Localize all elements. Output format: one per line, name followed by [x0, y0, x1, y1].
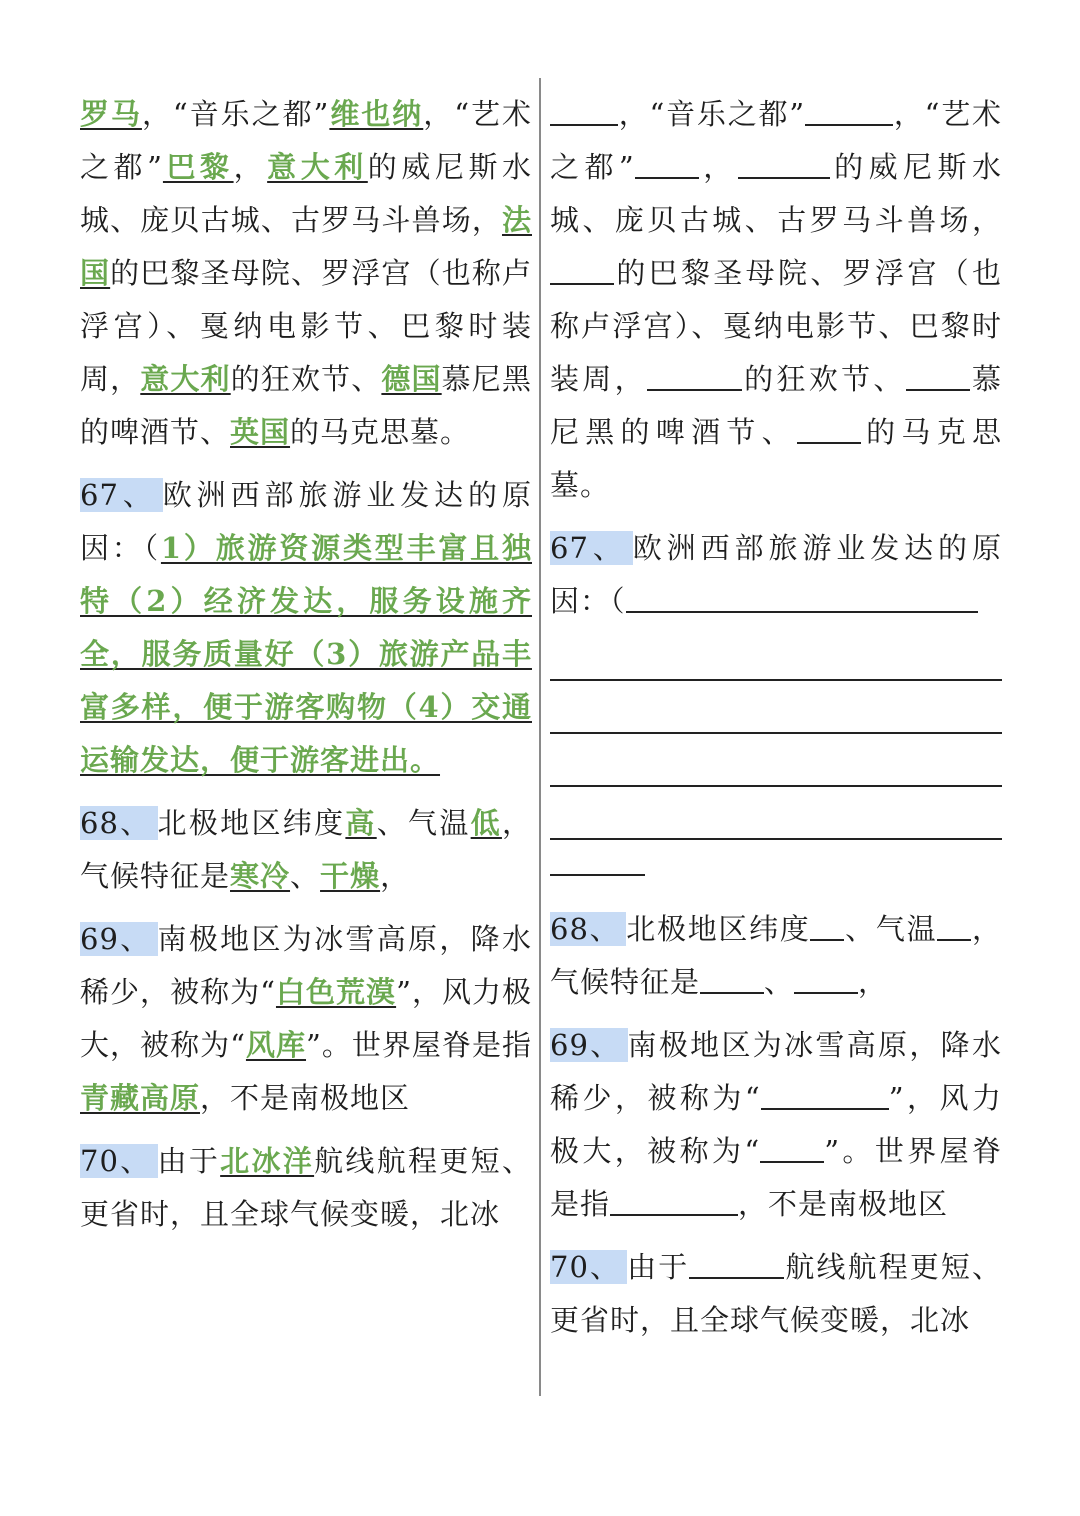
- question-70: 70、 由于北冰洋航线航程更短、更省时，且全球气候变暖，北冰: [80, 1144, 532, 1231]
- answer-text: 寒冷: [230, 859, 291, 893]
- answer-line[interactable]: [550, 734, 1002, 787]
- answer-blank[interactable]: [738, 147, 830, 179]
- answer-blank[interactable]: [550, 94, 618, 126]
- answer-text: 低: [470, 806, 502, 840]
- answer-blank[interactable]: [700, 962, 764, 994]
- answer-blank[interactable]: [810, 909, 844, 941]
- answer-blank[interactable]: [797, 412, 861, 444]
- answer-line[interactable]: [550, 628, 1002, 681]
- answer-text: 英国: [230, 415, 291, 449]
- answer-blank[interactable]: [794, 962, 858, 994]
- answer-text: 罗马: [80, 97, 142, 131]
- answer-blank[interactable]: [610, 1184, 738, 1216]
- question-69: 69、 南极地区为冰雪高原，降水稀少，被称为“ ”，风力极大，被称为“ ”。世界屋脊是指 ，不是南极地区: [550, 1028, 1003, 1221]
- question-number: 69、: [80, 922, 158, 956]
- question-number: 68、: [80, 806, 158, 840]
- answer-blank[interactable]: [760, 1131, 824, 1163]
- question-67: 67、 欧洲西部旅游业发达的原因：（1）旅游资源类型丰富且独特（2）经济发达，服务设施齐全，服务质量好（3）旅游产品丰富多样，便于游客购物（4）交通运输发达，便于游客进出。: [80, 478, 532, 777]
- answer-line[interactable]: [550, 681, 1002, 734]
- question-number: 70、: [550, 1250, 627, 1284]
- tourism-landmarks-paragraph: 罗马，“音乐之都”维也纳，“艺术之都”巴黎，意大利的威尼斯水城、庞贝古城、古罗马斗兽场，法国的巴黎圣母院、罗浮宫（也称卢浮宫）、戛纳电影节、巴黎时装周，意大利的狂欢节、德国慕尼黑的啤酒节、英国的马克思墓。: [80, 97, 532, 449]
- column-divider: [539, 78, 541, 1396]
- question-67: 67、 欧洲西部旅游业发达的原因：（: [550, 531, 1002, 618]
- question-69: 69、 南极地区为冰雪高原，降水稀少，被称为“白色荒漠”，风力极大，被称为“风库”。世界屋脊是指青藏高原，不是南极地区: [80, 922, 533, 1115]
- answer-text: 意大利: [140, 362, 231, 396]
- answer-column: [80, 88, 532, 1241]
- answer-text: 法国: [80, 203, 532, 290]
- question-number: 69、: [550, 1028, 628, 1062]
- answer-blank[interactable]: [761, 1078, 889, 1110]
- answer-blank[interactable]: [689, 1247, 784, 1279]
- answer-blank[interactable]: [647, 359, 742, 391]
- answer-blank[interactable]: [906, 359, 970, 391]
- answer-blank[interactable]: [635, 147, 699, 179]
- answer-blank[interactable]: [937, 909, 971, 941]
- answer-text: 高: [345, 806, 377, 840]
- answer-text: 维也纳: [329, 97, 424, 131]
- answer-line[interactable]: [550, 787, 1002, 840]
- question-68: 68、 北极地区纬度高、气温低，气候特征是寒冷、干燥，: [80, 806, 532, 893]
- answer-text: 巴黎: [162, 150, 234, 184]
- answer-text: 意大利: [267, 150, 368, 184]
- answer-blank[interactable]: [805, 94, 893, 126]
- question-number: 67、: [550, 531, 633, 565]
- answer-blank[interactable]: [626, 581, 978, 613]
- question-number: 70、: [80, 1144, 158, 1178]
- tourism-landmarks-paragraph: ，“音乐之都” ，“艺术之都” ， 的威尼斯水城、庞贝古城、古罗马斗兽场，的巴黎圣母院、罗浮宫（也称卢浮宫）、戛纳电影节、巴黎时装周， 的狂欢节、 慕尼黑的啤酒节、 的马克思墓。: [550, 88, 1002, 512]
- answer-text: 1）旅游资源类型丰富且独特（2）经济发达，服务设施齐全，服务质量好（3）旅游产品丰富多样，便于游客购物（4）交通运输发达，便于游客进出。: [80, 531, 532, 777]
- question-70: 70、 由于 航线航程更短、更省时，且全球气候变暖，北冰: [550, 1241, 1002, 1347]
- answer-text: 白色荒漠: [275, 975, 397, 1009]
- question-68: 68、 北极地区纬度 、气温 ，气候特征是 、 ，: [550, 903, 1002, 1009]
- blank-column: [550, 88, 1002, 1347]
- question-number: 68、: [550, 912, 626, 946]
- answer-text: 青藏高原: [80, 1081, 201, 1115]
- question-number: 67、: [80, 478, 163, 512]
- answer-line-end: [550, 840, 1002, 893]
- answer-text: 干燥: [320, 859, 381, 893]
- answer-line[interactable]: [550, 844, 645, 876]
- answer-text: 德国: [381, 362, 442, 396]
- answer-text: 北冰洋: [220, 1144, 315, 1178]
- answer-blank[interactable]: [550, 253, 614, 285]
- answer-text: 风库: [245, 1028, 307, 1062]
